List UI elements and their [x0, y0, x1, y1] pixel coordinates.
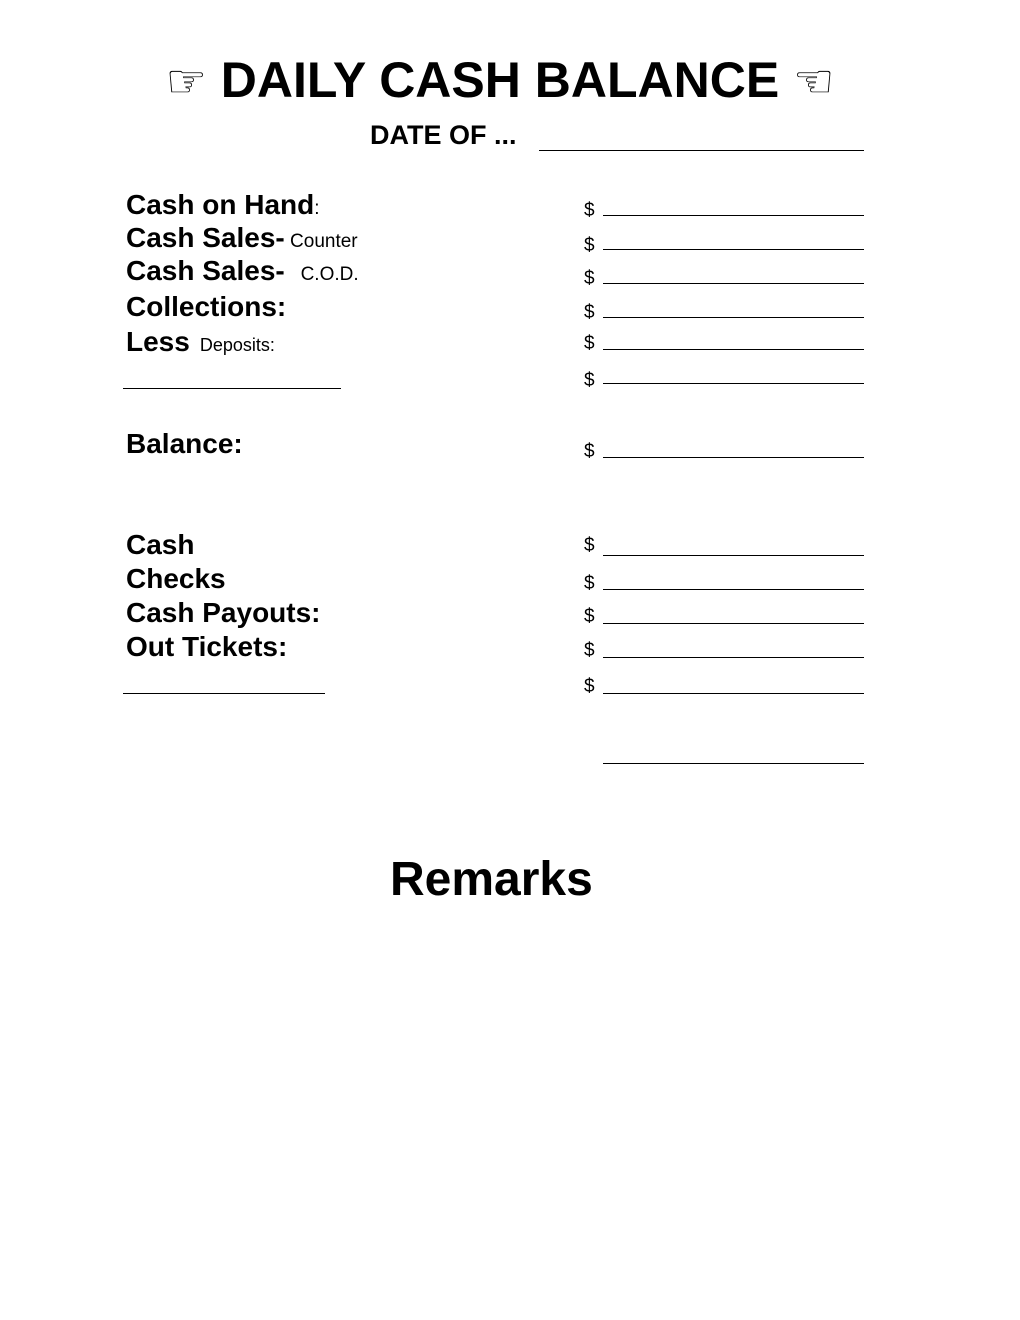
dollar-sign: $: [584, 268, 595, 289]
cash-label: Cash: [126, 529, 195, 560]
label-main: Less: [126, 326, 190, 357]
label-sub: Deposits:: [189, 335, 275, 355]
form-title: [0, 52, 1000, 109]
remarks-heading: Remarks: [390, 853, 593, 906]
cash-field[interactable]: [603, 555, 864, 556]
dollar-sign: $: [584, 640, 595, 661]
less-deposits-label: [126, 326, 275, 361]
balance-field[interactable]: [603, 457, 864, 458]
dollar-sign: $: [584, 200, 595, 221]
cash-sales-counter-field[interactable]: [603, 249, 864, 250]
label-main: Cash Sales-: [126, 222, 285, 253]
dollar-sign: $: [584, 333, 595, 354]
custom-item-line-2[interactable]: [123, 693, 325, 694]
cash-payouts-field[interactable]: [603, 623, 864, 624]
date-label: DATE OF ...: [370, 120, 517, 150]
label-sub: Counter: [284, 231, 358, 252]
custom-item-line-1[interactable]: [123, 388, 341, 389]
collections-field[interactable]: [603, 317, 864, 318]
dollar-sign: $: [584, 370, 595, 391]
cash-sales-cod-field[interactable]: [603, 283, 864, 284]
label-main: Cash on Hand: [126, 189, 315, 220]
dollar-sign: $: [584, 573, 595, 594]
pointing-hand-left-icon: ☜: [793, 55, 835, 107]
title-text: DAILY CASH BALANCE: [220, 52, 780, 108]
label-sub: C.O.D.: [284, 264, 359, 285]
checks-field[interactable]: [603, 589, 864, 590]
cash-sales-counter-label: [126, 222, 358, 258]
less-deposits-field[interactable]: [603, 349, 864, 350]
balance-label: Balance:: [126, 428, 243, 459]
label-main: Cash Sales-: [126, 255, 285, 286]
dollar-sign: $: [584, 676, 595, 697]
collections-label: Collections:: [126, 291, 287, 322]
dollar-sign: $: [584, 606, 595, 627]
cash-payouts-label: Cash Payouts:: [126, 597, 321, 628]
cash-sales-cod-label: [126, 255, 359, 291]
cash-on-hand-label: [126, 189, 320, 225]
custom-item-2-field[interactable]: [603, 693, 864, 694]
dollar-sign: $: [584, 535, 595, 556]
custom-item-1-field[interactable]: [603, 383, 864, 384]
label-sub: :: [314, 198, 320, 219]
dollar-sign: $: [584, 302, 595, 323]
pointing-hand-right-icon: ☞: [165, 55, 207, 107]
out-tickets-label: Out Tickets:: [126, 631, 288, 662]
dollar-sign: $: [584, 441, 595, 462]
checks-label: Checks: [126, 563, 226, 594]
date-field[interactable]: [539, 150, 864, 151]
cash-on-hand-field[interactable]: [603, 215, 864, 216]
total-field[interactable]: [603, 763, 864, 764]
out-tickets-field[interactable]: [603, 657, 864, 658]
dollar-sign: $: [584, 235, 595, 256]
